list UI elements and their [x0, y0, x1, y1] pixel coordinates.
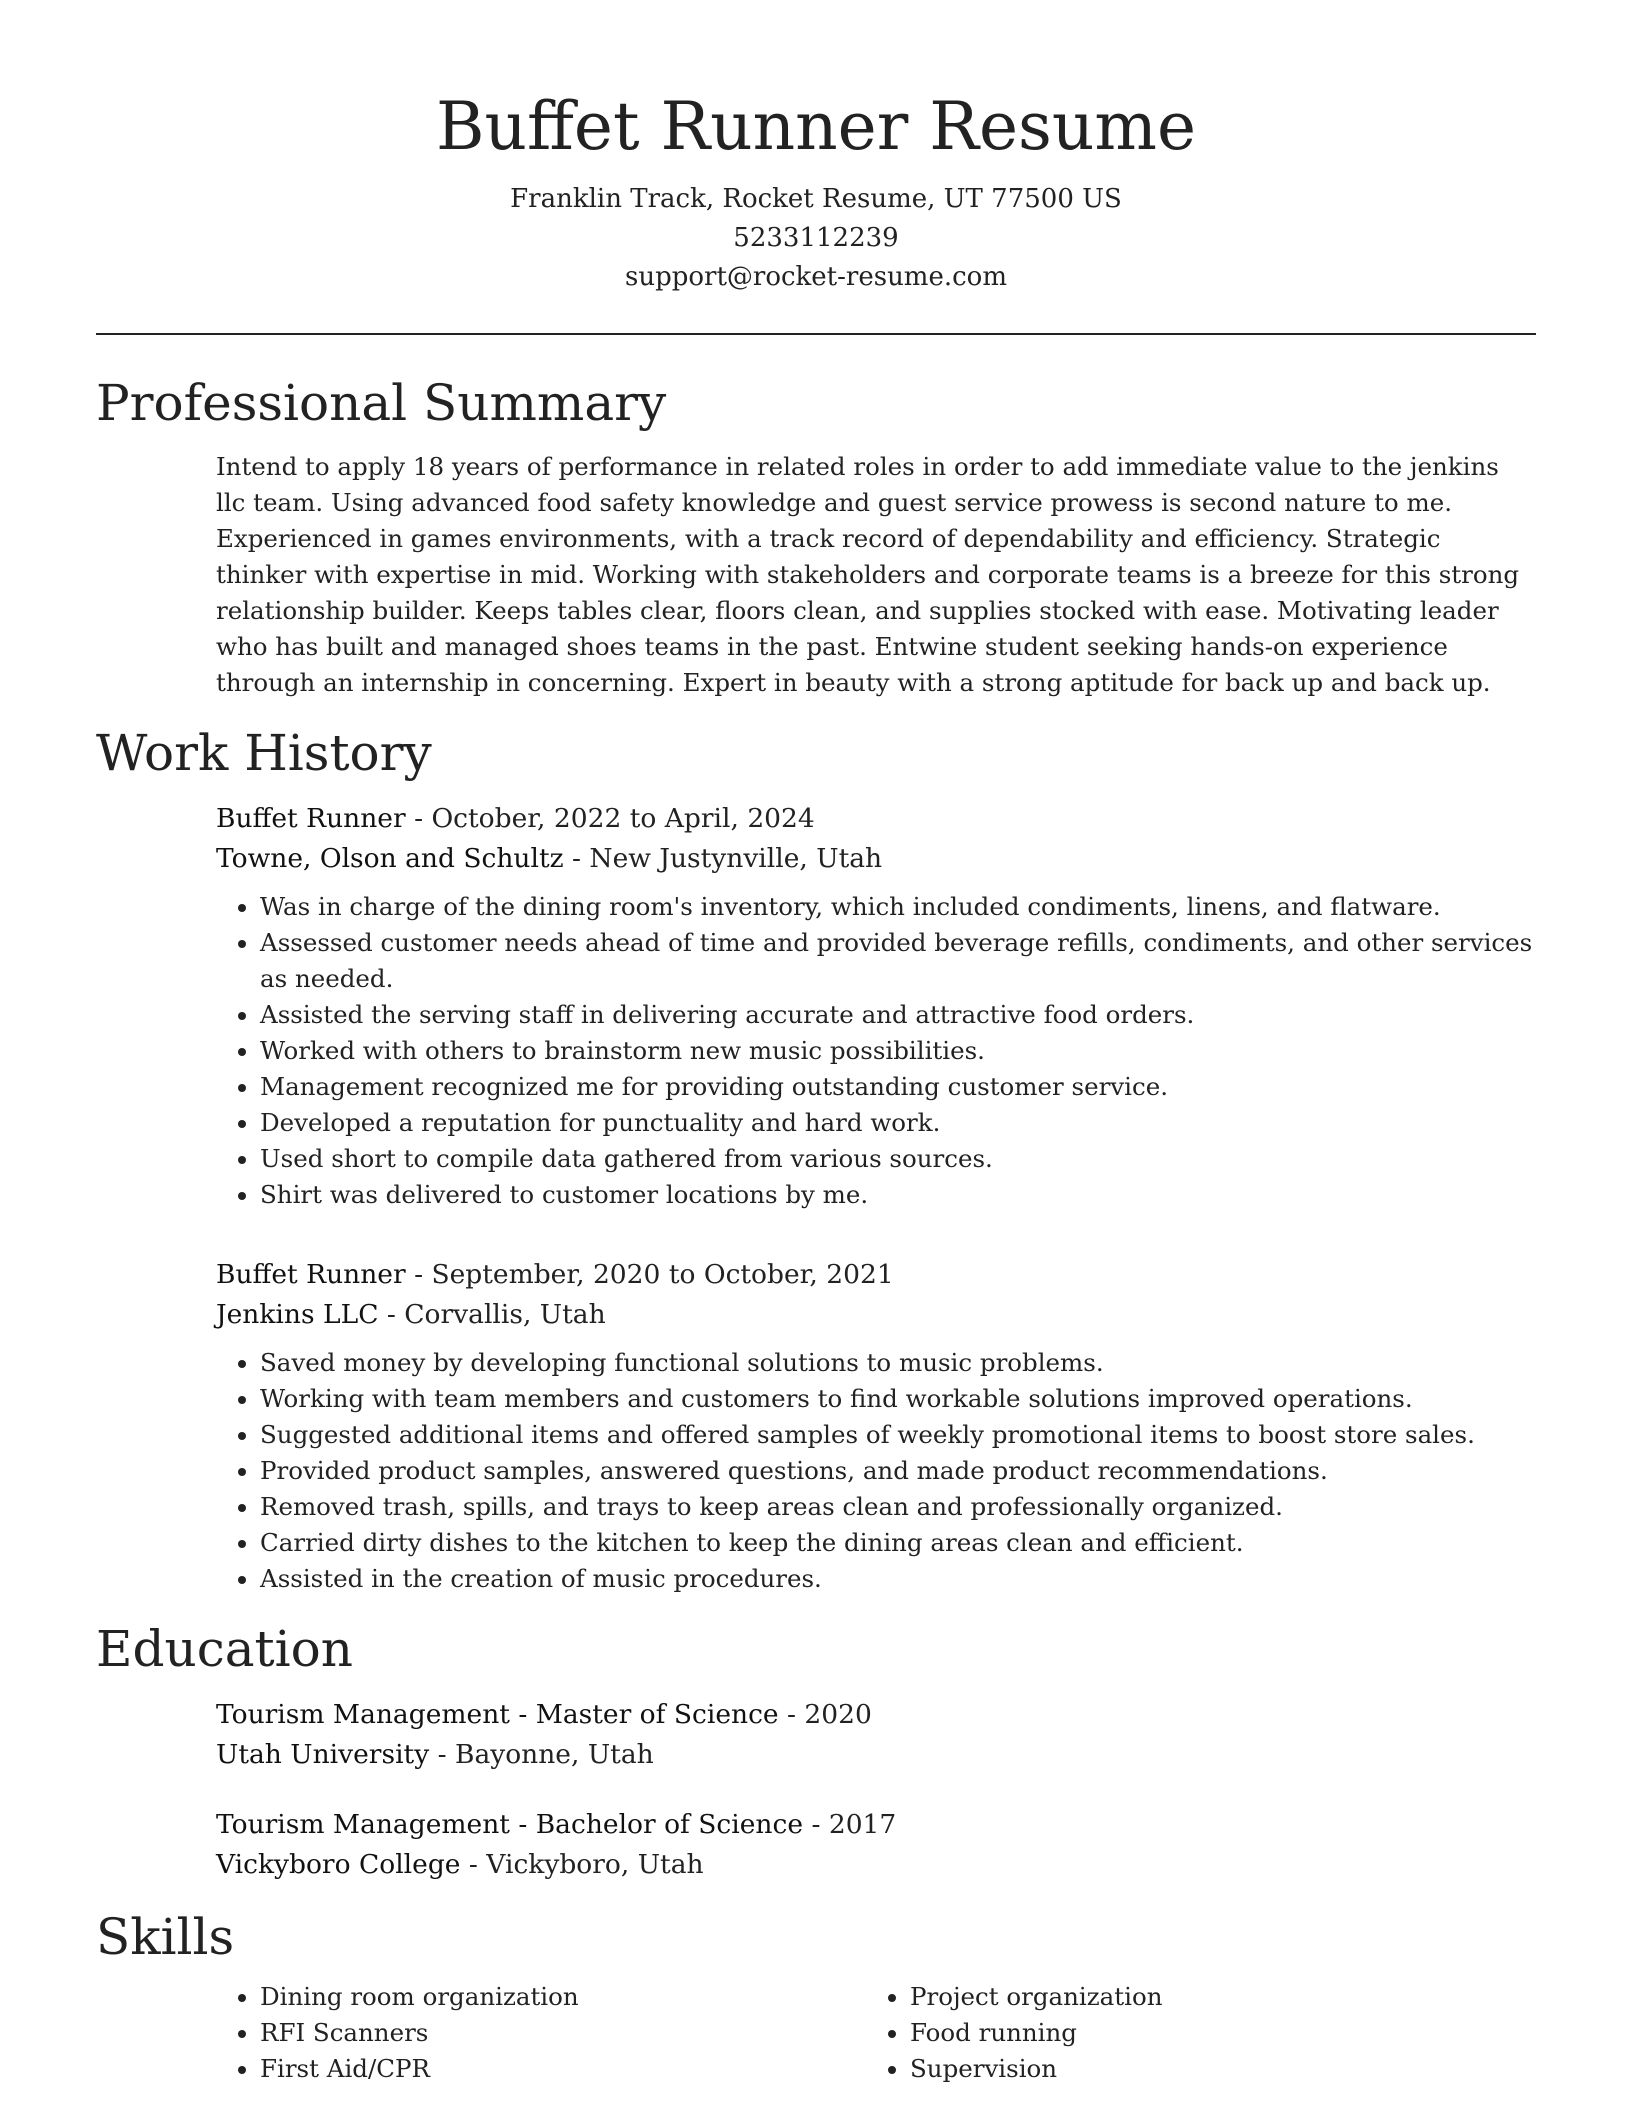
skill-item: • Food running [910, 2015, 1516, 2051]
education-heading: Education [96, 1620, 353, 1678]
school-line [216, 1735, 1536, 1775]
school-location: - Vickyboro, Utah [460, 1849, 704, 1880]
list-item: • Used short to compile data gathered from various sources. [260, 1141, 1536, 1177]
list-item: • Carried dirty dishes to the kitchen to keep the dining areas clean and efficient. [260, 1525, 1536, 1561]
skill-item: • Dining room organization [260, 1979, 866, 2015]
school-location: - Bayonne, Utah [429, 1739, 654, 1770]
job-title-line [216, 799, 1536, 839]
skill-item: • Project organization [910, 1979, 1516, 2015]
summary-heading: Professional Summary [96, 374, 667, 432]
skills-list [216, 1979, 866, 2087]
contact-phone: 5233112239 [733, 223, 899, 253]
graduation-year: - 2020 [778, 1699, 872, 1730]
skills-heading: Skills [96, 1908, 235, 1966]
job-company-line [216, 839, 1536, 879]
degree-line [216, 1805, 1536, 1845]
skills-section [96, 1905, 1536, 2087]
skill-item: • First Aid/CPR [260, 2051, 866, 2087]
job-location: - Corvallis, Utah [378, 1299, 606, 1330]
degree: Tourism Management - Master of Science [216, 1699, 779, 1730]
list-item: • Developed a reputation for punctuality and hard work. [260, 1105, 1536, 1141]
job-title: Buffet Runner [216, 1259, 406, 1290]
education-entry [216, 1695, 1536, 1775]
skills-column-left [216, 1979, 866, 2087]
job-entry [216, 799, 1536, 1213]
skills-column-right [866, 1979, 1516, 2087]
job-duties-list [216, 889, 1536, 1213]
job-location: - New Justynville, Utah [563, 843, 883, 874]
degree: Tourism Management - Bachelor of Science [216, 1809, 804, 1840]
degree-line [216, 1695, 1536, 1735]
school-line [216, 1845, 1536, 1885]
education-section [96, 1617, 1536, 1885]
summary-section [96, 371, 1536, 701]
education-entry [216, 1805, 1536, 1885]
list-item: • Management recognized me for providing outstanding customer service. [260, 1069, 1536, 1105]
list-item: • Suggested additional items and offered samples of weekly promotional items to boost store sales. [260, 1417, 1536, 1453]
school: Utah University [216, 1739, 430, 1770]
job-company: Towne, Olson and Schultz [216, 843, 564, 874]
skills-list [866, 1979, 1516, 2087]
list-item: • Was in charge of the dining room's inventory, which included condiments, linens, and flatware. [260, 889, 1536, 925]
contact-email: support@rocket-resume.com [624, 262, 1007, 292]
skill-item: • RFI Scanners [260, 2015, 866, 2051]
list-item: • Saved money by developing functional solutions to music problems. [260, 1345, 1536, 1381]
resume-title: Buffet Runner Resume [435, 88, 1197, 165]
contact-block [96, 180, 1536, 297]
skills-grid [216, 1979, 1536, 2087]
list-item: • Assisted in the creation of music procedures. [260, 1561, 1536, 1597]
list-item: • Working with team members and customers to find workable solutions improved operations. [260, 1381, 1536, 1417]
resume-page [96, 0, 1536, 2087]
job-company: Jenkins LLC [216, 1299, 379, 1330]
list-item: • Worked with others to brainstorm new music possibilities. [260, 1033, 1536, 1069]
list-item: • Shirt was delivered to customer locations by me. [260, 1177, 1536, 1213]
job-title: Buffet Runner [216, 803, 406, 834]
graduation-year: - 2017 [803, 1809, 897, 1840]
school: Vickyboro College [216, 1849, 461, 1880]
list-item: • Removed trash, spills, and trays to keep areas clean and professionally organized. [260, 1489, 1536, 1525]
list-item: • Assisted the serving staff in delivering accurate and attractive food orders. [260, 997, 1536, 1033]
job-entry [216, 1255, 1536, 1597]
job-dates: - October, 2022 to April, 2024 [405, 803, 815, 834]
skill-item: • Supervision [910, 2051, 1516, 2087]
work-history-section [96, 721, 1536, 1597]
job-duties-list [216, 1345, 1536, 1597]
job-company-line [216, 1295, 1536, 1335]
header-divider [96, 333, 1536, 335]
list-item: • Provided product samples, answered questions, and made product recommendations. [260, 1453, 1536, 1489]
work-history-heading: Work History [96, 724, 432, 782]
job-title-line [216, 1255, 1536, 1295]
job-dates: - September, 2020 to October, 2021 [405, 1259, 894, 1290]
contact-address: Franklin Track, Rocket Resume, UT 77500 US [510, 184, 1122, 214]
summary-text: Intend to apply 18 years of performance in related roles in order to add immediate value to the jenkins llc team. Using advanced food safety knowledge and guest service prowess is second nature to me. Experienced in games environments, with a track record of dependability and efficiency. Strategic thinker with expertise in mid. Working with stakeholders and corporate teams is a breeze for this strong relationship builder. Keeps tables clear, floors clean, and supplies stocked with ease. Motivating leader who has built and managed shoes teams in the past. Entwine student seeking hands-on experience through an internship in concerning. Expert in beauty with a strong aptitude for back up and back up. [216, 452, 1520, 697]
list-item: • Assessed customer needs ahead of time and provided beverage refills, condiments, and other services as needed. [260, 925, 1536, 997]
